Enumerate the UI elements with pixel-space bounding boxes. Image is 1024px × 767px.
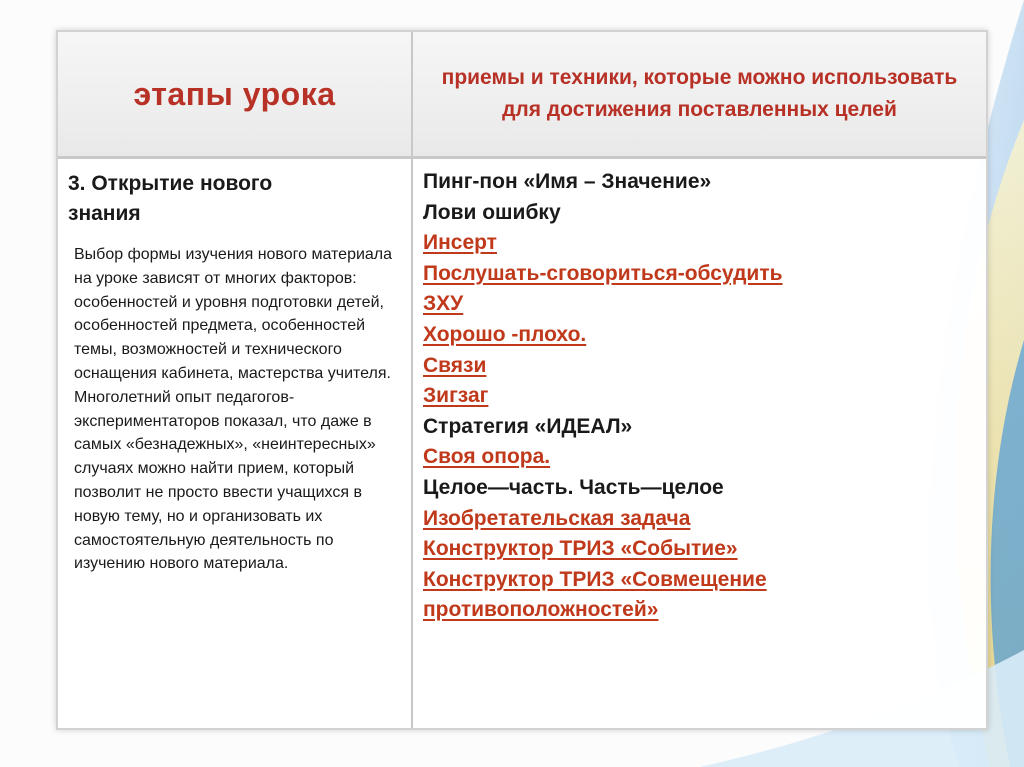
stage-description: Выбор формы изучения нового материала на уроке зависят от многих факторов: особенностей и уровня подготовки детей, особенностей предмета, особенностей темы, возможностей и технического оснащения кабинета, мастерства учителя. Многолетний опыт педагогов-экспериментаторов показал, что даже в самых «безнадежных», «неинтересных» случаях можно найти прием, который позволит не просто ввести учащихся в новую тему, но и организовать их самостоятельную деятельность по изучению нового материала. [74,246,393,573]
technique-item: Пинг-пон «Имя – Значение» [423,170,712,193]
technique-link[interactable]: ЗХУ [423,292,464,316]
stage-title: 3. Открытие нового знания [68,172,273,225]
technique-link[interactable]: Изобретательская задача [423,506,691,530]
header-stage-column: этапы урока [58,32,413,159]
technique-link[interactable]: Инсерт [423,231,497,255]
techniques-cell [413,159,986,728]
stage-cell [58,159,413,728]
technique-link[interactable]: Зигзаг [423,384,489,408]
technique-link[interactable]: Конструктор ТРИЗ «Совмещение противоположностей» [423,567,767,622]
technique-link[interactable]: Конструктор ТРИЗ «Событие» [423,537,738,561]
technique-item: Стратегия «ИДЕАЛ» [423,414,633,438]
technique-link[interactable]: Послушать-сговориться-обсудить [423,261,783,285]
technique-link[interactable]: Своя опора. [423,445,551,469]
technique-link[interactable]: Связи [423,353,487,377]
techniques-list [423,167,978,626]
technique-item: Целое—часть. Часть—целое [423,475,724,499]
technique-link[interactable]: Хорошо -плохо. [423,322,587,346]
technique-item: Лови ошибку [423,200,561,224]
header-technique-column: приемы и техники, которые можно использовать для достижения поставленных целей [413,32,986,159]
lesson-table [56,30,988,730]
